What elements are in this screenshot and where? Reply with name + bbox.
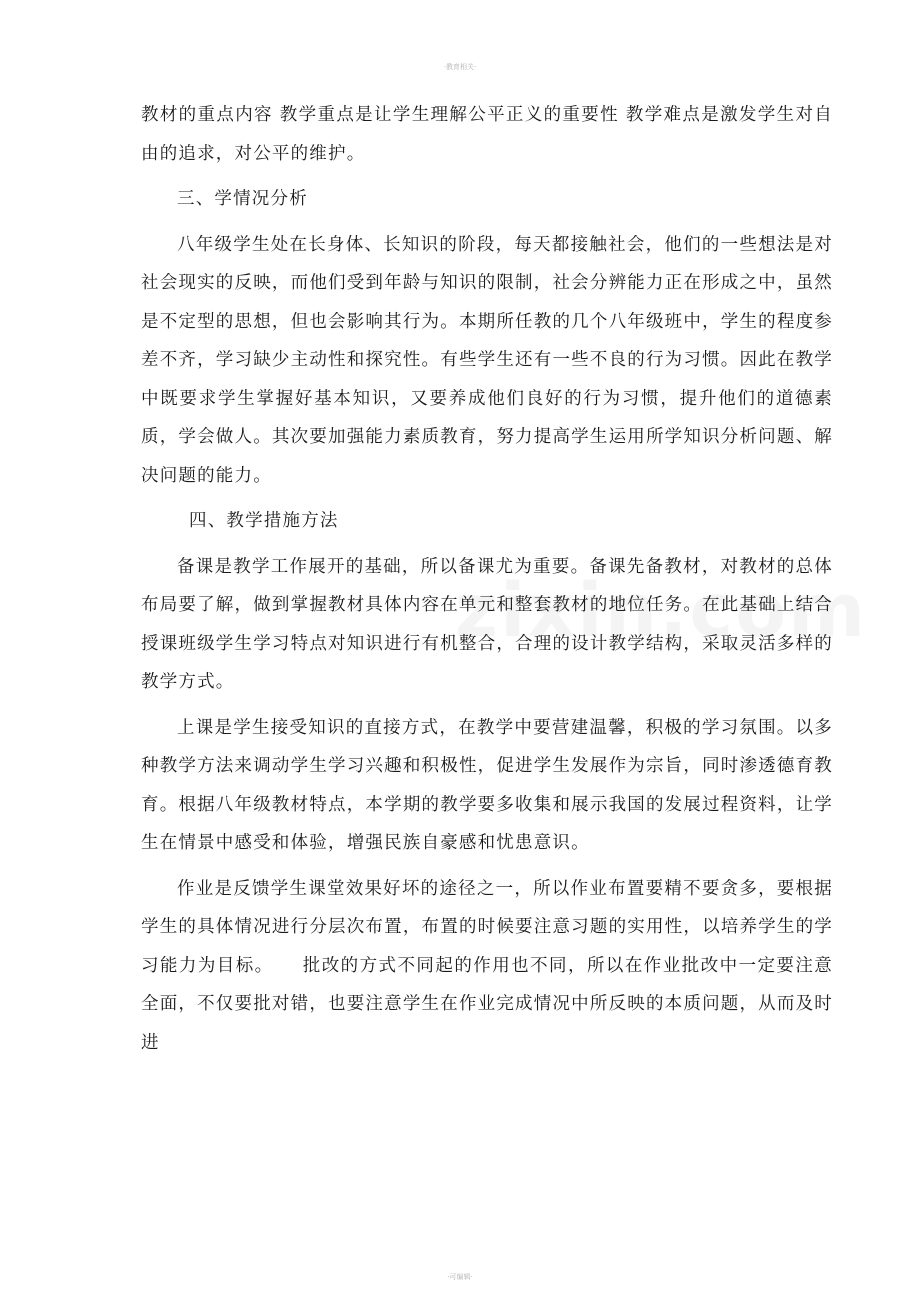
intro-paragraph: 教材的重点内容 教学重点是让学生理解公平正义的重要性 教学难点是激发学生对自由的追求，对公平的维护。 (141, 105, 833, 164)
homework-paragraph: 作业是反馈学生课堂效果好坏的途径之一，所以作业布置要精不要贪多，要根据学生的具体情况进行分层次布置，布置的时候要注意习题的实用性，以培养学生的学习能力为目标。 批改的方式不同起的作用也不同，所以在作业批改中一定要注意全面，不仅要批对错，也要注意学生在作业完成情况中所反映的本质问题，从而及时进 (141, 878, 833, 1053)
classroom-paragraph: 上课是学生接受知识的直接方式，在教学中要营建温馨，积极的学习氛围。以多种教学方法来调动学生学习兴趣和积极性，促进学生发展作为宗旨，同时渗透德育教育。根据八年级教材特点，本学期的教学要多收集和展示我国的发展过程资料，让学生在情景中感受和体验，增强民族自豪感和忧患意识。 (141, 717, 833, 853)
page-footer-mark: ·可编辑· (447, 1273, 473, 1281)
student-analysis-paragraph: 八年级学生处在长身体、长知识的阶段，每天都接触社会，他们的一些想法是对社会现实的反映，而他们受到年龄与知识的限制，社会分辨能力正在形成之中，虽然是不定型的思想，但也会影响其行为。本期所任教的几个八年级班中，学生的程度参差不齐，学习缺少主动性和探究性。有些学生还有一些不良的行为习惯。因此在教学中既要求学生掌握好基本知识，又要养成他们良好的行为习惯，提升他们的道德素质，学会做人。其次要加强能力素质教育，努力提高学生运用所学知识分析问题、解决问题的能力。 (141, 234, 833, 486)
page-header-mark: ·教育相关· (443, 63, 477, 71)
document-body (141, 96, 833, 1069)
section-heading-4: 四、教学措施方法 (189, 511, 339, 531)
section-heading-3: 三、学情况分析 (177, 189, 308, 209)
lesson-prep-paragraph: 备课是教学工作展开的基础，所以备课尤为重要。备课先备教材，对教材的总体布局要了解，做到掌握教材具体内容在单元和整套教材的地位任务。在此基础上结合授课班级学生学习特点对知识进行有机整合，合理的设计教学结构，采取灵活多样的教学方式。 (141, 556, 833, 692)
